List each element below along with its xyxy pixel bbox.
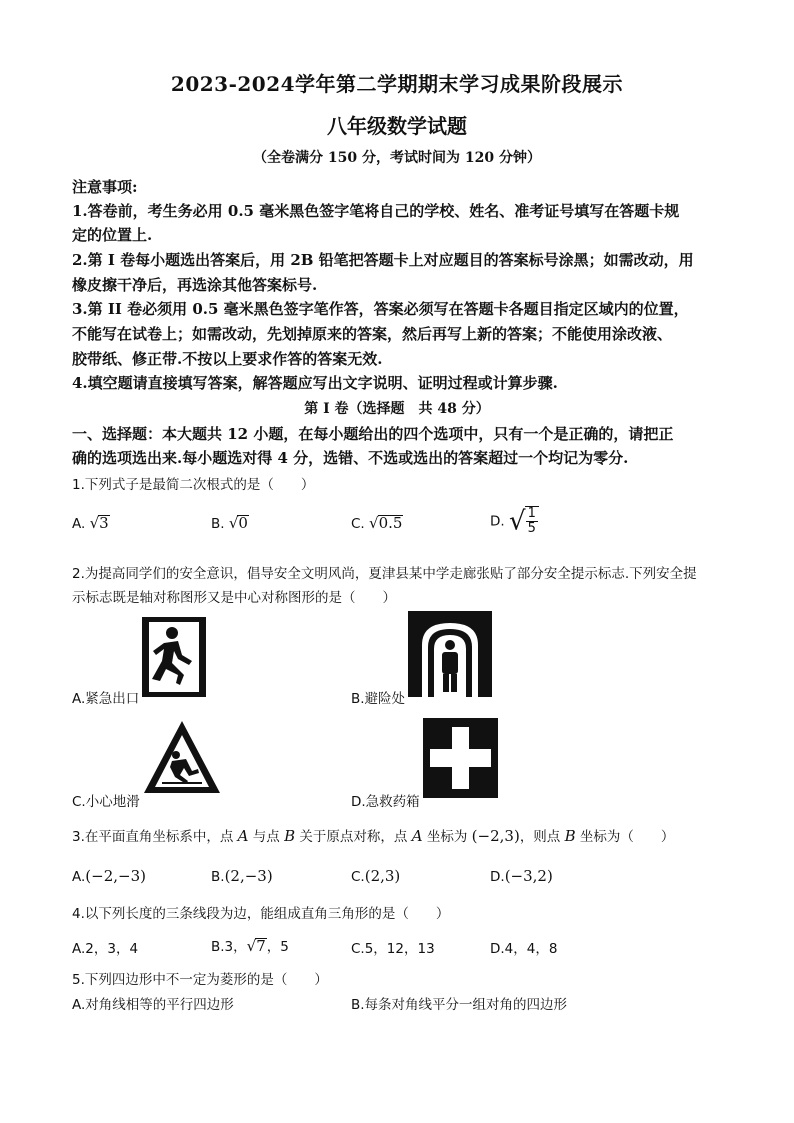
stem-text: 与点 (248, 829, 285, 845)
q3-option-b (211, 867, 273, 885)
option-value: (2,−3) (224, 867, 273, 885)
q3-option-a (72, 867, 146, 885)
option-label: C. (351, 516, 365, 532)
sqrt-sign: √ (89, 514, 100, 532)
q2-option-b-label: B.避险处 (351, 691, 406, 707)
q4-option-c: C.5，12，13 (351, 941, 435, 957)
q2-option-a-label: A.紧急出口 (72, 691, 140, 707)
option-label: A. (72, 516, 86, 532)
q2-option-d-label: D.急救药箱 (351, 794, 420, 810)
option-value: (−2,−3) (85, 867, 146, 885)
option-value: (−3,2) (504, 867, 553, 885)
notes-line: 橡皮擦干净后，再选涂其他答案标号. (72, 276, 318, 294)
radicand: 0 (238, 514, 248, 532)
section-intro: 确的选项选出来.每小题选对得 4 分，选错、不选或选出的答案超过一个均记为零分. (72, 449, 629, 467)
option-label: B. (211, 869, 225, 885)
question-5-stem: 5.下列四边形中不一定为菱形的是（ ） (72, 972, 328, 988)
question-3-stem (72, 825, 674, 845)
sqrt-sign: √ (246, 937, 257, 955)
section-intro: 一、选择题：本大题共 12 小题，在每小题给出的四个选项中，只有一个是正确的，请把正 (72, 425, 674, 443)
notes-line: 3.第 II 卷必须用 0.5 毫米黑色签字笔作答，答案必须写在答题卡各题目指定区域内的位置， (72, 300, 689, 318)
point-label: B (564, 827, 576, 845)
shelter-sign-icon (408, 611, 492, 697)
question-1-stem: 1.下列式子是最简二次根式的是（ ） (72, 477, 315, 493)
fraction (525, 506, 539, 537)
question-2-stem: 示标志既是轴对称图形又是中心对称图形的是（ ） (72, 590, 396, 606)
section-title: 第 I 卷（选择题 共 48 分） (304, 401, 490, 417)
stem-text: 3.在平面直角坐标系中，点 (72, 829, 238, 845)
exam-info: （全卷满分 150 分，考试时间为 120 分钟） (253, 150, 541, 166)
notes-line: 2.第 I 卷每小题选出答案后，用 2B 铅笔把答题卡上对应题目的答案标号涂黑；如需改动，用 (72, 251, 694, 269)
option-label: A. (72, 869, 86, 885)
stem-text: 坐标为 (422, 829, 472, 845)
notes-line: 4.填空题请直接填写答案，解答题应写出文字说明、证明过程或计算步骤. (72, 374, 558, 392)
q1-option-c (351, 514, 403, 532)
option-label: D. (490, 869, 505, 885)
q4-option-d: D.4，4，8 (490, 941, 558, 957)
q1-option-a (72, 514, 110, 532)
point-label: A (237, 827, 249, 845)
exam-subtitle: 八年级数学试题 (327, 114, 467, 138)
slippery-floor-sign-icon (142, 719, 222, 797)
q5-option-a: A.对角线相等的平行四边形 (72, 997, 234, 1013)
first-aid-kit-sign-icon (423, 718, 498, 798)
q3-option-d (490, 867, 553, 885)
stem-text: 坐标为（ ） (575, 829, 675, 845)
question-2-stem: 2.为提高同学们的安全意识，倡导安全文明风尚，夏津县某中学走廊张贴了部分安全提示标志.下列安全提 (72, 566, 697, 582)
question-4-stem: 4.以下列长度的三条线段为边，能组成直角三角形的是（ ） (72, 906, 450, 922)
coordinate: (−2,3) (471, 827, 520, 845)
fraction-numerator: 1 (527, 506, 536, 521)
notes-line: 1.答卷前，考生务必用 0.5 毫米黑色签字笔将自己的学校、姓名、准考证号填写在答题卡规 (72, 202, 680, 220)
exam-title: 2023-2024学年第二学期期末学习成果阶段展示 (170, 72, 624, 96)
fraction-denominator: 5 (527, 521, 536, 537)
option-label: B.3， (211, 939, 247, 955)
q4-option-b (211, 935, 289, 955)
emergency-exit-sign-icon (142, 617, 206, 697)
q5-option-b: B.每条对角线平分一组对角的四边形 (351, 997, 568, 1013)
point-label: B (284, 827, 296, 845)
notes-line: 定的位置上. (72, 226, 153, 244)
q4-option-a: A.2，3，4 (72, 941, 139, 957)
sqrt-sign: √ (228, 514, 239, 532)
notes-line: 不能写在试卷上；如需改动，先划掉原来的答案，然后再写上新的答案；不能使用涂改液、 (72, 325, 673, 343)
q1-option-d (490, 506, 539, 537)
option-value: ，5 (266, 939, 289, 955)
option-value: (2,3) (364, 867, 401, 885)
radicand: 0.5 (378, 514, 403, 532)
option-label: B. (211, 516, 225, 532)
radicand: 7 (256, 937, 266, 955)
sqrt-sign: √ (369, 514, 379, 532)
notes-heading: 注意事项: (72, 178, 138, 196)
stem-text: 关于原点对称，点 (295, 829, 412, 845)
point-label: A (411, 827, 423, 845)
radicand: 3 (99, 514, 109, 532)
notes-line: 胶带纸、修正带.不按以上要求作答的答案无效. (72, 350, 383, 368)
stem-text: ，则点 (519, 829, 565, 845)
option-label: C. (351, 869, 365, 885)
q2-option-c-label: C.小心地滑 (72, 794, 140, 810)
q1-option-b (211, 514, 249, 532)
sqrt-sign: √ (508, 506, 526, 537)
option-label: D. (490, 513, 505, 530)
q3-option-c (351, 867, 400, 885)
